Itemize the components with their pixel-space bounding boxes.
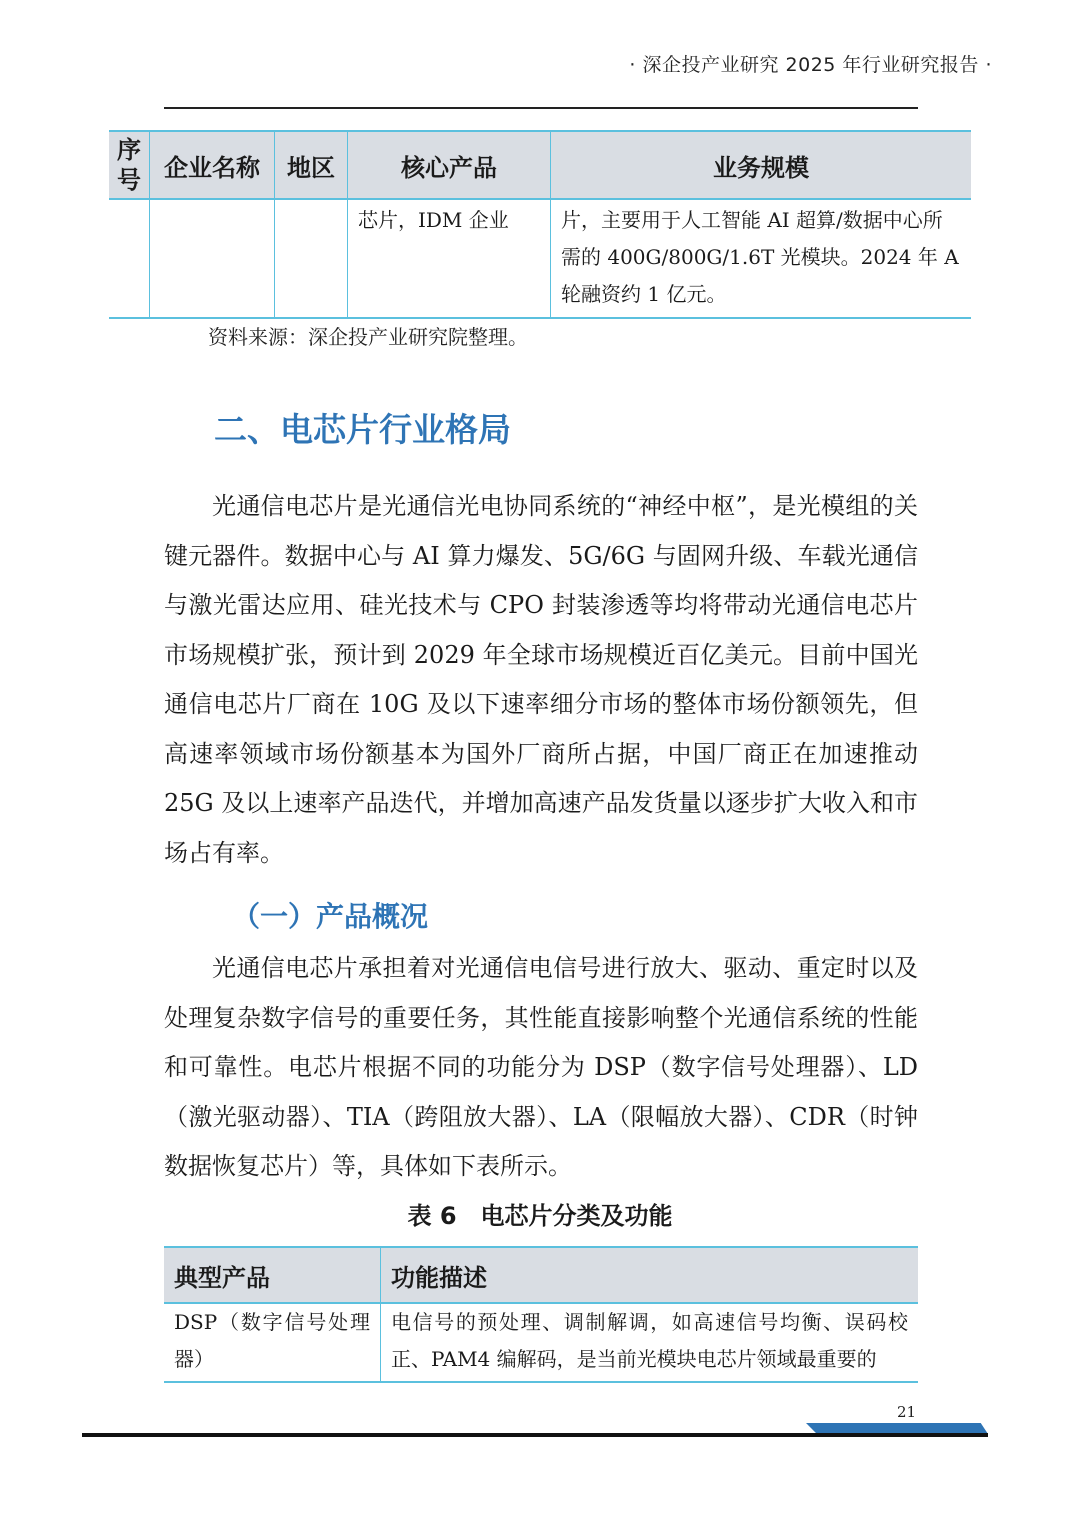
cell-product: 芯片，IDM 企业 (348, 199, 551, 318)
chip-classification-table (164, 1246, 918, 1383)
table-header-row (109, 131, 971, 199)
table-header-row (164, 1247, 918, 1303)
table-source-note: 资料来源：深企投产业研究院整理。 (208, 325, 528, 349)
cell-seq (109, 199, 150, 318)
table-row (109, 199, 971, 318)
page-number: 21 (897, 1403, 917, 1421)
table-row (164, 1303, 918, 1382)
column-header-product: 核心产品 (348, 131, 551, 199)
enterprise-table-continued (109, 130, 971, 319)
subsection-paragraph: 光通信电芯片承担着对光通信电信号进行放大、驱动、重定时以及处理复杂数字信号的重要任务，其性能直接影响整个光通信系统的性能和可靠性。电芯片根据不同的功能分为 DSP（数字信号处理器）、LD（激光驱动器）、TIA（跨阻放大器）、LA（限幅放大器）、CDR（时钟数据恢复芯片）等，具体如下表所示。 (164, 954, 918, 1180)
column-header-description: 功能描述 (381, 1247, 919, 1303)
cell-product: DSP（数字信号处理器） (164, 1303, 381, 1382)
section-paragraph: 光通信电芯片是光通信光电协同系统的“神经中枢”，是光模组的关键元器件。数据中心与 AI 算力爆发、5G/6G 与固网升级、车载光通信与激光雷达应用、硅光技术与 CPO 封装渗透等均将带动光通信电芯片市场规模扩张，预计到 2029 年全球市场规模近百亿美元。目前中国光通信电芯片厂商在 10G 及以下速率细分市场的整体市场份额领先，但高速率领域市场份额基本为国外厂商所占据，中国厂商正在加速推动 25G 及以上速率产品迭代，并增加高速产品发货量以逐步扩大收入和市场占有率。 (164, 492, 918, 867)
column-header-seq: 序号 (109, 131, 150, 199)
cell-scale: 片，主要用于人工智能 AI 超算/数据中心所需的 400G/800G/1.6T 光模块。2024 年 A 轮融资约 1 亿元。 (551, 199, 972, 318)
cell-region (275, 199, 348, 318)
column-header-scale: 业务规模 (551, 131, 972, 199)
column-header-region: 地区 (275, 131, 348, 199)
cell-company (150, 199, 275, 318)
table-caption: 表 6 电芯片分类及功能 (407, 1202, 673, 1230)
section-heading: 二、电芯片行业格局 (214, 410, 511, 449)
column-header-company: 企业名称 (150, 131, 275, 199)
header-divider (164, 107, 918, 109)
column-header-product: 典型产品 (164, 1247, 381, 1303)
footer-divider (82, 1433, 988, 1437)
running-header: · 深企投产业研究 2025 年行业研究报告 · (629, 54, 992, 76)
cell-description: 电信号的预处理、调制解调，如高速信号均衡、误码校正、PAM4 编解码，是当前光模块电芯片领域最重要的 (381, 1303, 919, 1382)
subsection-heading: （一）产品概况 (232, 900, 429, 933)
